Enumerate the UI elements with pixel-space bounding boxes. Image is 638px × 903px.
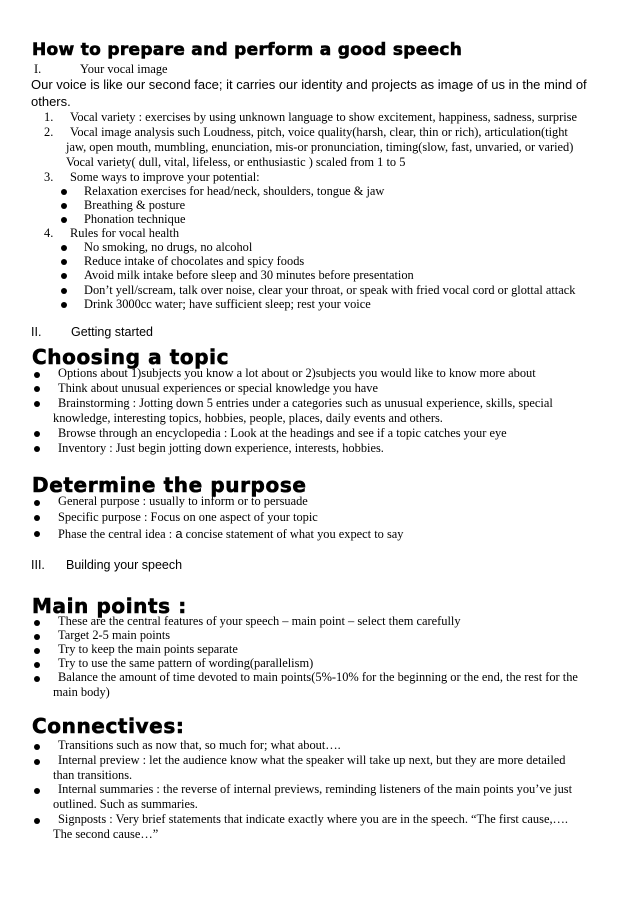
bullet-item-continuation: outlined. Such as summaries. <box>53 797 198 811</box>
bullet-icon <box>34 401 40 407</box>
bullet-icon <box>34 386 40 392</box>
section-heading-building-speech: Building your speech <box>66 558 183 572</box>
bullet-item <box>58 526 403 542</box>
heading-connectives: Connectives: <box>32 714 185 738</box>
bullet-icon <box>34 759 40 765</box>
bullet-item: Brainstorming : Jotting down 5 entries under a categories such as unusual experience, skills, special <box>58 396 553 410</box>
heading-main-points: Main points : <box>32 594 187 618</box>
phase-prefix: Phase the central idea : <box>58 527 176 541</box>
section-numeral-2: II. <box>31 325 42 339</box>
list-item: Some ways to improve your potential: <box>70 170 260 184</box>
bullet-item: Options about 1)subjects you know a lot about or 2)subjects you would like to know more about <box>58 366 536 380</box>
bullet-item: Think about unusual experiences or special knowledge you have <box>58 381 378 395</box>
bullet-item: Specific purpose : Focus on one aspect of your topic <box>58 510 318 524</box>
bullet-icon <box>61 302 67 308</box>
bullet-icon <box>61 217 67 223</box>
bullet-item: Drink 3000cc water; have sufficient sleep; rest your voice <box>84 297 371 311</box>
list-item: Vocal image analysis such Loudness, pitch, voice quality(harsh, clear, thin or rich), articulation(tight <box>70 125 568 139</box>
bullet-item: Reduce intake of chocolates and spicy foods <box>84 254 305 268</box>
bullet-item: Phonation technique <box>84 212 186 226</box>
bullet-icon <box>61 203 67 209</box>
list-item: Rules for vocal health <box>70 226 180 240</box>
bullet-icon <box>61 288 67 294</box>
bullet-icon <box>61 273 67 279</box>
bullet-icon <box>34 446 40 452</box>
bullet-item: No smoking, no drugs, no alcohol <box>84 240 253 254</box>
heading-determine-purpose: Determine the purpose <box>32 473 307 497</box>
phase-a: a <box>175 526 183 541</box>
bullet-icon <box>34 431 40 437</box>
heading-choosing-topic: Choosing a topic <box>32 345 230 369</box>
bullet-icon <box>61 245 67 251</box>
bullet-icon <box>34 648 40 654</box>
bullet-item: Transitions such as now that, so much for; what about…. <box>58 738 341 752</box>
bullet-item: Internal preview : let the audience know what the speaker will take up next, but they are more detailed <box>58 753 566 767</box>
bullet-item: Browse through an encyclopedia : Look at the headings and see if a topic catches your eye <box>58 426 507 440</box>
bullet-item: Breathing & posture <box>84 198 186 212</box>
bullet-item-continuation: main body) <box>53 685 110 699</box>
bullet-icon <box>61 259 67 265</box>
bullet-icon <box>34 372 40 378</box>
bullet-icon <box>34 634 40 640</box>
bullet-item: Relaxation exercises for head/neck, shoulders, tongue & jaw <box>84 184 385 198</box>
bullet-item-continuation: than transitions. <box>53 768 133 782</box>
list-item-continuation: jaw, open mouth, mumbling, enunciation, mis-or pronunciation, timing(slow, fast, unvaried, or varied) <box>66 140 574 154</box>
bullet-icon <box>34 676 40 682</box>
list-number: 1. <box>44 110 54 124</box>
bullet-icon <box>34 662 40 668</box>
page-title: How to prepare and perform a good speech <box>32 40 463 60</box>
phase-rest: concise statement of what you expect to say <box>182 527 404 541</box>
list-item-continuation: Vocal variety( dull, vital, lifeless, or enthusiastic ) scaled from 1 to 5 <box>66 155 406 169</box>
bullet-item-continuation: The second cause…” <box>53 827 159 841</box>
bullet-item-continuation: knowledge, interesting topics, hobbies, people, places, daily events and others. <box>53 411 443 425</box>
section-heading-vocal-image: Your vocal image <box>80 62 168 76</box>
bullet-item: Balance the amount of time devoted to main points(5%-10% for the beginning or the end, the rest for the <box>58 670 578 684</box>
list-item: Vocal variety : exercises by using unknown language to show excitement, happiness, sadness, surprise <box>70 110 577 124</box>
list-number: 4. <box>44 226 54 240</box>
bullet-item: Try to keep the main points separate <box>58 642 238 656</box>
bullet-item: Don’t yell/scream, talk over noise, clear your throat, or speak with fried vocal cord or glottal attack <box>84 283 576 297</box>
bullet-icon <box>61 189 67 195</box>
bullet-item: Internal summaries : the reverse of internal previews, reminding listeners of the main points you’ve just <box>58 782 573 796</box>
bullet-item: Target 2-5 main points <box>58 628 171 642</box>
bullet-icon <box>34 500 40 506</box>
intro-paragraph-line: others. <box>31 94 71 109</box>
section-numeral-1: I. <box>34 62 42 76</box>
section-numeral-3: III. <box>31 558 45 572</box>
list-number: 2. <box>44 125 54 139</box>
bullet-icon <box>34 744 40 750</box>
section-heading-getting-started: Getting started <box>71 325 153 339</box>
bullet-item: Inventory : Just begin jotting down experience, interests, hobbies. <box>58 441 384 455</box>
bullet-item: Avoid milk intake before sleep and 30 minutes before presentation <box>84 268 414 282</box>
bullet-item: Signposts : Very brief statements that indicate exactly where you are in the speech. “The first cause,…. <box>58 812 569 826</box>
bullet-icon <box>34 818 40 824</box>
bullet-icon <box>34 620 40 626</box>
list-number: 3. <box>44 170 54 184</box>
bullet-item: General purpose : usually to inform or to persuade <box>58 494 308 508</box>
bullet-item: Try to use the same pattern of wording(parallelism) <box>58 656 314 670</box>
bullet-icon <box>34 515 40 521</box>
intro-paragraph-line: Our voice is like our second face; it carries our identity and projects as image of us in the mind of <box>31 77 587 92</box>
bullet-item: These are the central features of your speech – main point – select them carefully <box>58 614 461 628</box>
bullet-icon <box>34 788 40 794</box>
bullet-icon <box>34 531 40 537</box>
